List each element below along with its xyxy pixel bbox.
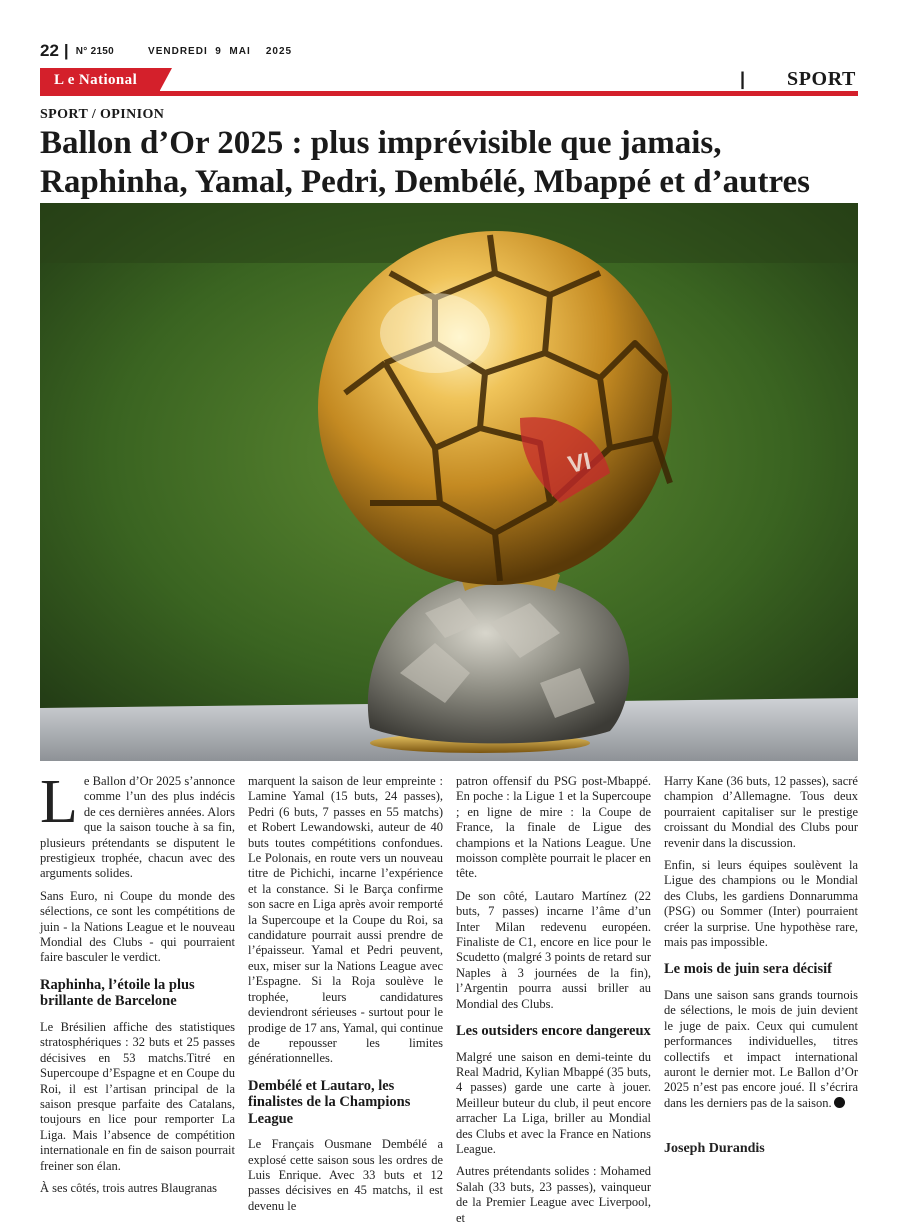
- page-header-line: [40, 40, 292, 62]
- paragraph: [664, 988, 858, 1111]
- paragraph-text: Dans une saison sans grands tournois de sélections, le mois de juin devient le juge de paix. Ceux qui cumulent performances individuelles, titres collectifs et impact international auront le dernier mot. Le Ballon d’Or 2025 n’est pas encore joué. Il s’écrira dans les derniers pas de la saison.: [664, 987, 858, 1110]
- page-number: 22: [40, 41, 59, 60]
- paragraph-text: e Ballon d’Or 2025 s’annonce comme l’un des plus indécis de ces dernières années. Alors que la saison touche à sa fin, plusieurs prétendants se disputent le prestigieux trophée, chacun avec des arguments solides.: [40, 774, 235, 881]
- paragraph: À ses côtés, trois autres Blaugranas: [40, 1180, 218, 1195]
- paragraph: Malgré une saison en demi-teinte du Real Madrid, Kylian Mbappé (35 buts, 4 passes) garde une carte à jouer. Meilleur buteur du club, il peut encore arracher La Liga, briller au Mondial des Clubs et avec la France en Nations League.: [456, 1049, 651, 1157]
- article-kicker: SPORT / OPINION: [40, 107, 165, 122]
- paragraph: Le Français Ousmane Dembélé a explosé cette saison sous les ordres de Luis Enrique. Avec 33 buts et 12 passes décisives en 45 matchs, il est devenu le: [248, 1137, 443, 1213]
- paper-name: L e National: [54, 72, 138, 88]
- section-name: SPORT: [787, 68, 856, 90]
- article-column-1: [40, 768, 235, 1203]
- paragraph: Autres prétendants solides : Mohamed Salah (33 buts, 23 passes), vainqueur de la Premier League avec Liverpool, et: [456, 1164, 651, 1225]
- subheading: Dembélé et Lautaro, les finalistes de la Champions League: [248, 1077, 411, 1127]
- reflection-text: VI: [565, 447, 594, 479]
- paragraph: Enfin, si leurs équipes soulèvent la Ligue des champions ou le Mondial des Clubs, les gardiens Donnarumma (PSG) ou Sommer (Inter) pourraient créer la surprise. Une hypothèse rare, mais pas impossible.: [664, 858, 858, 950]
- paragraph: Le Brésilien affiche des statistiques stratosphériques : 32 buts et 25 passes décisives en 53 matchs.Titré en Supercoupe d’Espagne et en Coupe du Roi, il est l’artisan principal de la saison presque parfaite des Catalans, toujours en lice pour remporter La Liga. Mais l’absence de compétition internationale en fin de saison pourrait freiner son élan.: [40, 1019, 235, 1173]
- subheading: Le mois de juin sera décisif: [664, 961, 832, 978]
- paragraph: Harry Kane (36 buts, 12 passes), sacré champion d’Allemagne. Tous deux pourraient capitaliser sur le prestige croissant du Mondial des Clubs pour revenir dans la discussion.: [664, 774, 858, 850]
- header-divider: |: [63, 41, 69, 60]
- issue-number: N° 2150: [75, 45, 115, 57]
- paper-tab-tip: [158, 68, 172, 94]
- ballon-dor-photo: [40, 203, 858, 761]
- subheading: Raphinha, l’étoile la plus brillante de Barcelone: [40, 976, 195, 1010]
- trophy-illustration: [40, 203, 858, 761]
- paragraph: Sans Euro, ni Coupe du monde des sélections, ce sont les compétitions de juin - la Nations League et le nouveau Mondial des Clubs - qui pourraient faire basculer le verdict.: [40, 888, 235, 965]
- drop-cap: L: [40, 768, 78, 836]
- article-headline: Ballon d’Or 2025 : plus imprévisible que jamais, Raphinha, Yamal, Pedri, Dembélé, Mbappé et d’autres: [40, 125, 810, 200]
- paragraph: marquent la saison de leur empreinte : Lamine Yamal (15 buts, 24 passes), Pedri (6 buts, 7 passes en 55 matchs) et Robert Lewandowski, auteur de 40 buts toutes compétitions confondues. Le Polonais, en route vers un nouveau titre de Pichichi, incarne l’expérience et la constance. Si le Barça confirme son sacre en Liga après avoir remporté la Supercoupe et la Coupe du Roi, sa candidature pourrait aussi prendre de l’épaisseur. Yamal et Pedri peuvent, eux, miser sur la Nations League avec l’Espagne. Si la Roja soulève le trophée, leurs candidatures deviendront sérieuses - surtout pour le prodige de 17 ans, Yamal, qui continue de repousser les limites générationnelles.: [248, 774, 443, 1066]
- section-divider: |: [740, 69, 746, 89]
- article-column-4: [664, 774, 858, 1157]
- paragraph: patron offensif du PSG post-Mbappé. En poche : la Ligue 1 et la Supercoupe ; en ligne de mire : la Coupe de France, la finale de Ligue des champions et la Nations League. Une moisson complète pourrait le placer en tête.: [456, 774, 651, 881]
- subheading: Les outsiders encore dangereux: [456, 1023, 651, 1040]
- author-byline: Joseph Durandis: [664, 1141, 765, 1157]
- masthead-band: [40, 68, 858, 96]
- paragraph: [40, 768, 235, 882]
- issue-date: VENDREDI 9 MAI 2025: [148, 45, 293, 57]
- article-column-2: [248, 774, 443, 1221]
- end-mark-icon: [834, 1097, 845, 1108]
- article-column-3: [456, 774, 651, 1225]
- paragraph: De son côté, Lautaro Martínez (22 buts, 7 passes) incarne l’âme d’un Inter Milan redevenu européen. Finaliste de C1, encore en lice pour le Scudetto (malgré 3 points de retard sur Naples à 3 journées de la fin), l’Argentin pourra aussi briller au Mondial des Clubs.: [456, 888, 651, 1011]
